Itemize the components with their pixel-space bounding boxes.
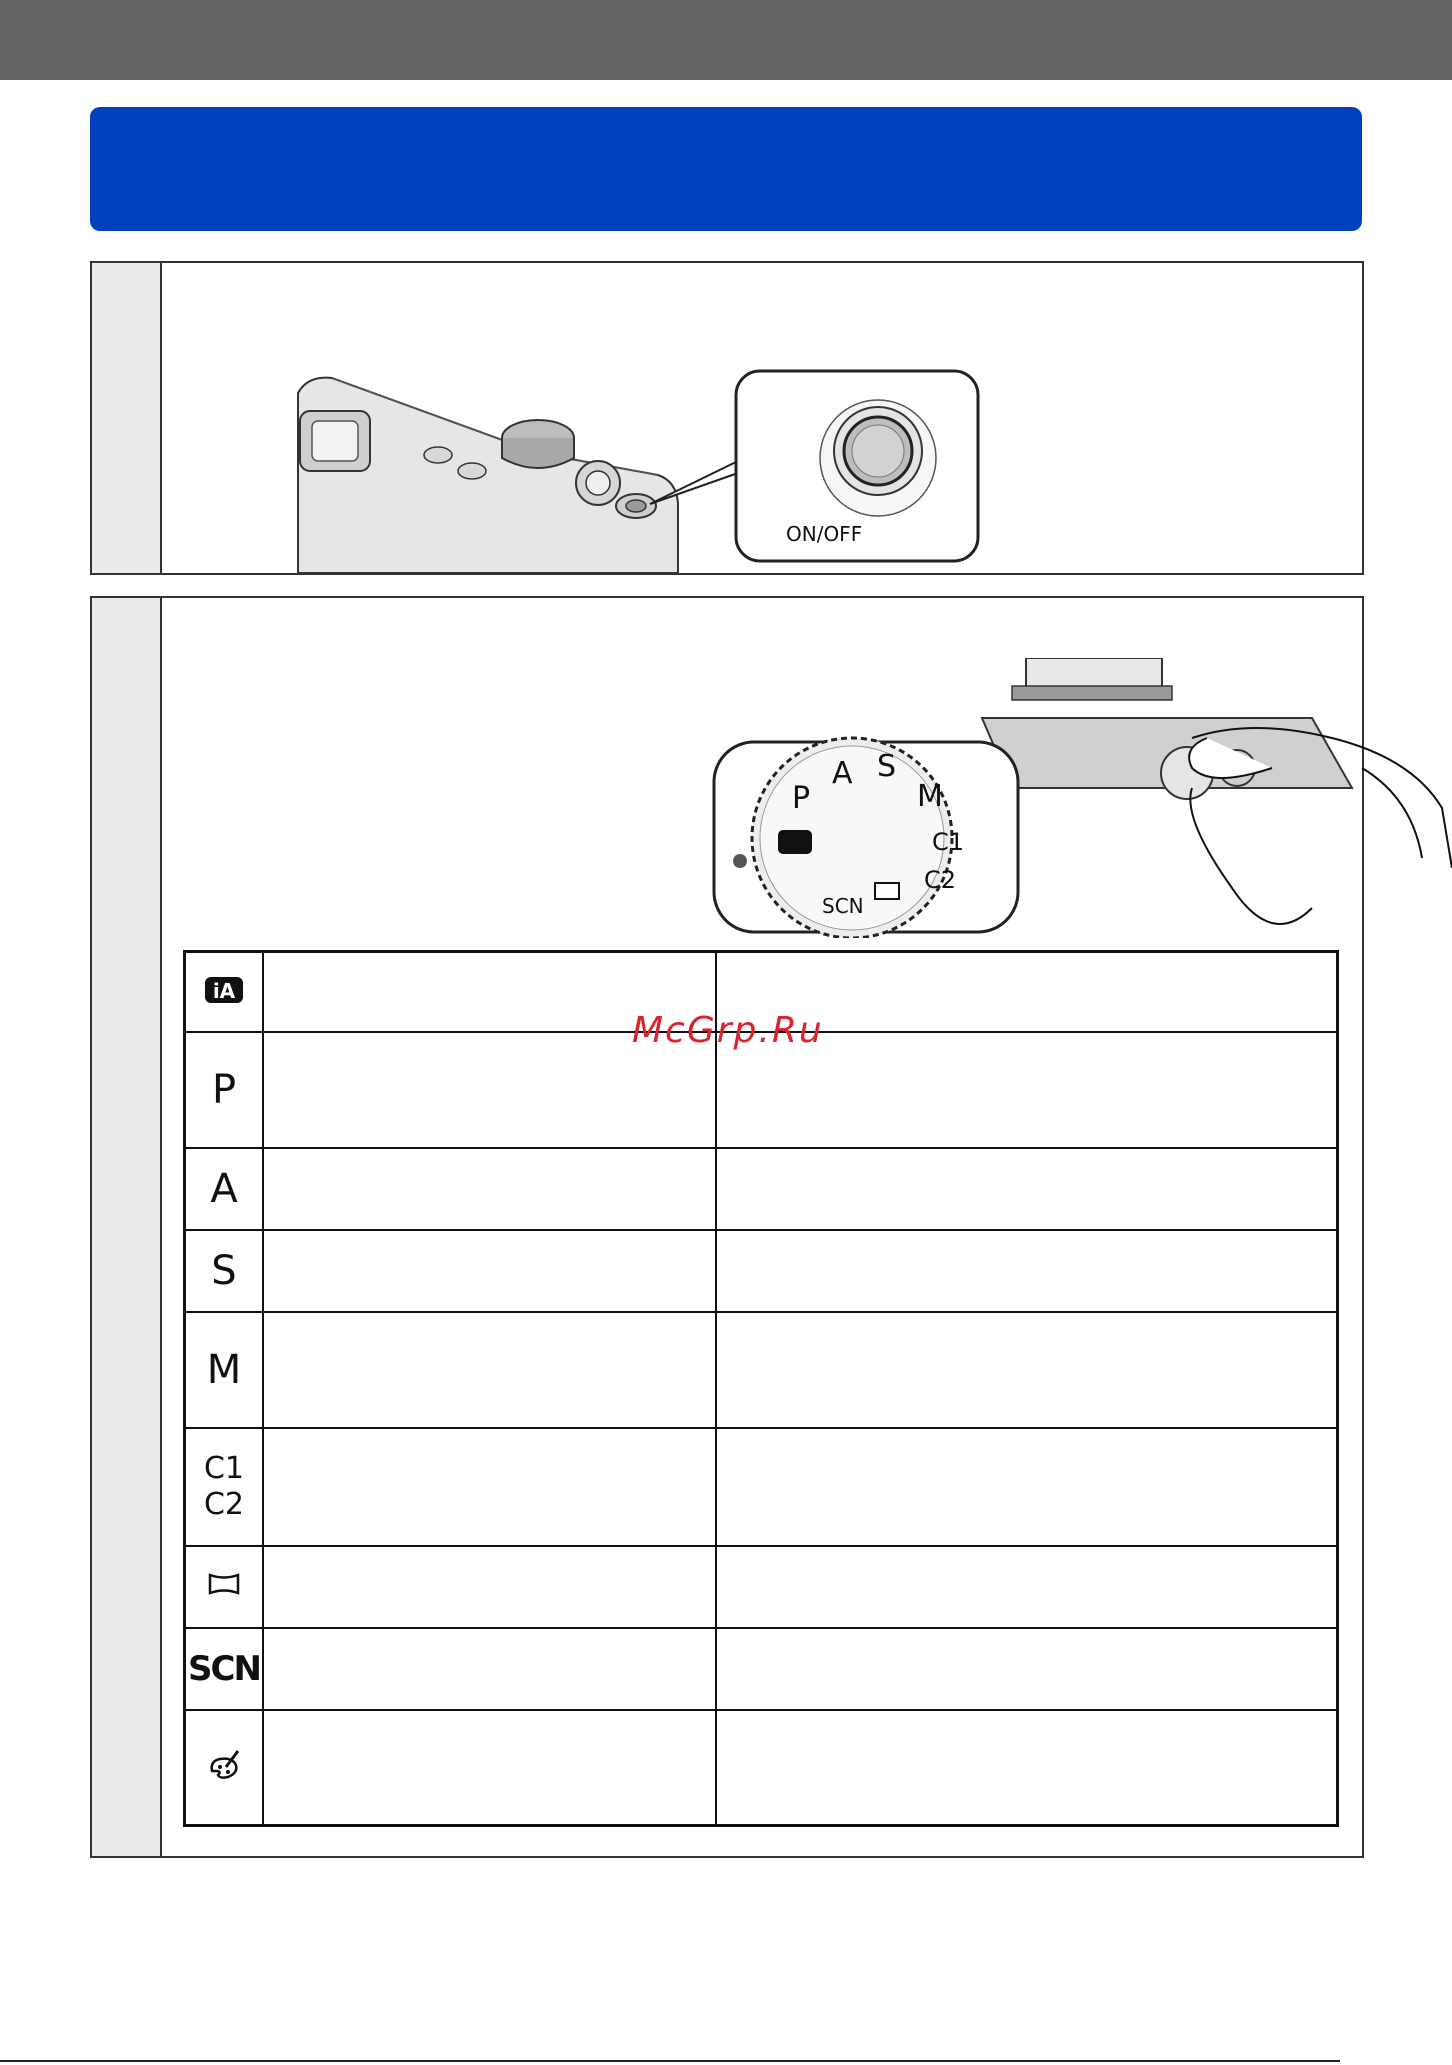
mode-name-cell xyxy=(263,1710,716,1826)
mode-name-cell xyxy=(263,1230,716,1312)
title-banner xyxy=(90,107,1362,231)
onoff-illustration xyxy=(238,363,998,573)
svg-text:S: S xyxy=(877,749,897,784)
aperture-priority-icon: A xyxy=(210,1165,238,1212)
mode-icon-cell xyxy=(185,1628,264,1710)
table-row xyxy=(185,1628,1338,1710)
svg-text:iA: iA xyxy=(212,979,236,1004)
table-row xyxy=(185,1428,1338,1546)
camera-top-view xyxy=(298,378,678,573)
mode-name-cell xyxy=(263,1148,716,1230)
mode-name-cell xyxy=(263,1628,716,1710)
step-1-number xyxy=(92,263,162,573)
mode-icon-cell xyxy=(185,1312,264,1428)
table-row xyxy=(185,1230,1338,1312)
table-row xyxy=(185,1148,1338,1230)
mode-description-cell xyxy=(716,1312,1338,1428)
mode-description-cell xyxy=(716,1710,1338,1826)
step-2-number xyxy=(92,598,162,1856)
mode-description-cell xyxy=(716,1546,1338,1628)
svg-text:P: P xyxy=(792,781,811,816)
intelligent-auto-icon xyxy=(204,979,244,1008)
mode-icon-cell xyxy=(185,952,264,1032)
mode-table xyxy=(183,950,1339,1827)
top-bar xyxy=(0,0,1452,80)
mode-icon-cell xyxy=(185,1546,264,1628)
mode-name-cell xyxy=(263,1428,716,1546)
bottom-rule xyxy=(0,2060,1340,2062)
table-row xyxy=(185,1546,1338,1628)
step-2-box xyxy=(90,596,1364,1858)
mode-description-cell xyxy=(716,1428,1338,1546)
mode-icon-cell xyxy=(185,1428,264,1546)
mode-description-cell xyxy=(716,1148,1338,1230)
program-ae-icon: P xyxy=(211,1066,237,1113)
mode-dial-illustration xyxy=(712,658,1452,938)
onoff-label: ON/OFF xyxy=(786,522,863,546)
panorama-icon xyxy=(207,1583,241,1600)
mode-icon-cell xyxy=(185,1230,264,1312)
mode-name-cell xyxy=(263,1546,716,1628)
camera-and-hand xyxy=(982,658,1452,924)
mode-description-cell xyxy=(716,1230,1338,1312)
creative-control-icon xyxy=(206,1770,242,1787)
shutter-priority-icon: S xyxy=(211,1247,237,1294)
svg-text:SCN: SCN xyxy=(822,894,864,918)
watermark: McGrp.Ru xyxy=(632,1010,824,1051)
manual-exposure-icon: M xyxy=(206,1346,242,1393)
mode-icon-cell xyxy=(185,1710,264,1826)
mode-dial-inset xyxy=(714,738,1018,938)
svg-text:A: A xyxy=(832,756,853,791)
svg-text:M: M xyxy=(917,779,943,814)
svg-text:C2: C2 xyxy=(924,866,957,894)
onoff-button-inset xyxy=(736,371,978,561)
scene-mode-icon: SCN xyxy=(188,1648,260,1689)
table-row xyxy=(185,1312,1338,1428)
mode-description-cell xyxy=(716,1628,1338,1710)
table-row xyxy=(185,1710,1338,1826)
svg-text:C1: C1 xyxy=(932,828,965,856)
mode-icon-cell xyxy=(185,1032,264,1148)
custom-mode-2-icon: C2 xyxy=(203,1486,245,1522)
custom-mode-1-icon: C1 xyxy=(203,1450,245,1486)
mode-name-cell xyxy=(263,1312,716,1428)
step-1-box xyxy=(90,261,1364,575)
mode-icon-cell xyxy=(185,1148,264,1230)
